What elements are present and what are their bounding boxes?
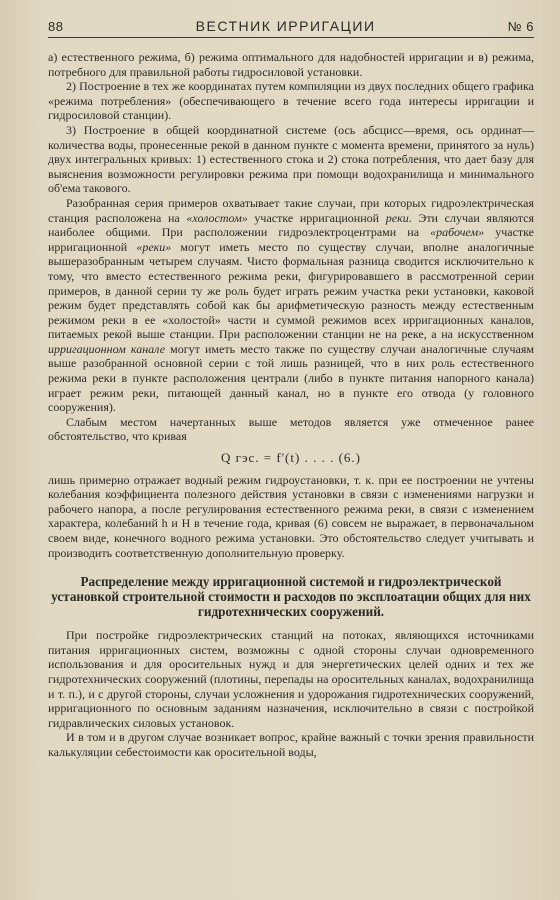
paragraph-2: 2) Построение в тех же координатах путем компиляции из двух последних общего графика «режима потребления» (обеспечивающего в течение всего года интересы ирригации и гидросиловой станции). xyxy=(48,79,534,123)
text-run: участке ирригационной xyxy=(48,225,534,254)
italic-run: ирригационном канале xyxy=(48,341,166,356)
text-run: Разобранная серия примеров охватывает такие случаи, при которых гидроэлектрическая станция расположена на xyxy=(48,195,534,225)
paragraph-4 xyxy=(48,196,534,415)
paragraph-3: 3) Построение в общей координатной системе (ось абсцисс—время, ось ординат—количества воды, пронесенные рекой в данном пункте с момента времени, принятого за нуль) двух интегральных кривых: 1) естественного стока и 2) стока потребления, что дает базу для выяснения возможности регулировки режима при помощи водохранилища и минимального об'ема такового. xyxy=(48,122,534,196)
paragraph-7: При постройке гидроэлектрических станций на потоках, являющихся источниками питания ирригационных систем, возможны с одной стороны случаи одновременного использования и для оросительных нужд и для энергетических целей одних и тех же гидротехнических сооружений (плотины, перепады на оросительных каналах, водохранилища и т. п.), и с другой стороны, случаи усложнения и удорожания гидротехнических сооружений, ирригационного по основным заданиям назначения, исключительно в связи с постройкой гидравлических силовых установок. xyxy=(48,628,534,730)
article-body xyxy=(48,50,534,760)
italic-run: «реки» xyxy=(136,239,172,254)
issue-number: № 6 xyxy=(507,19,534,34)
paragraph-8: И в том и в другом случае возникает вопрос, крайне важный с точки зрения правильности калькуляции себестоимости как оросительной воды, xyxy=(48,730,534,759)
text-run: . Эти случаи являются наиболее общими. При расположении гидроэлектроцентрами на xyxy=(48,210,535,240)
paragraph-6: лишь примерно отражает водный режим гидроустановки, т. к. при ее построении не учтены колебания коэффициента полезного действия установки в связи с изменениями нагрузки и рабочего напора, а после регулирования естественного режима реки, в связи с изменением характера, колебаний h и H в течение года, кривая (6) совсем не выражает, в первоначальном своем виде, конечного водного режима установки. Это обстоятельство следует учитывать и производить соответственную дополнительную проверку. xyxy=(48,472,534,560)
italic-run: «холостом» xyxy=(186,210,248,225)
journal-title: ВЕСТНИК ИРРИГАЦИИ xyxy=(195,18,376,34)
section-heading: Распределение между ирригационной системой и гидроэлектрической установкой строительной стоимости и расходов по эксплоатации общих для них гидротехнических сооружений. xyxy=(51,574,531,620)
paragraph-5: Слабым местом начертанных выше методов является уже отмеченное ранее обстоятельство, что кривая xyxy=(48,414,534,444)
text-run: могут иметь место по существу случаи, вполне аналогичные вышеразобранным четырем случаям. Чисто формальная разница сводится исключительно к тому, что вместо естественного режима реки, фигурировавшего в рассмотренной серии примеров, в данной серии ту же роль будет играть режим участка реки установки, каковой режим будет представлять собой как бы арифметическую разность между естественным режимом реки в ее «холостой» части и суммой режимов всех ирригационных каналов, питаемых рекой выше станции. При расположении станции не на реке, а на искусственном xyxy=(48,239,534,342)
paragraph-1: а) естественного режима, б) режима оптимального для надобностей ирригации и в) режима, потребного для правильной работы гидросиловой установки. xyxy=(48,50,534,79)
italic-run: «рабочем» xyxy=(430,225,485,240)
text-run: участке ирригационной xyxy=(247,210,386,225)
formula: Q гэс. = f'(t) . . . . (6.) xyxy=(220,450,361,466)
page-header xyxy=(48,18,534,38)
italic-run: реки xyxy=(385,210,409,225)
page-number: 88 xyxy=(48,19,64,34)
text-run: могут иметь место также по существу случаи аналогичные случаям выше разобранной основной серии с той лишь разницей, что в них роль естественного режима реки в пункте расположения централи (либо в пункте питания напорного канала) играет режим реки, питающей данный канал, но в пункте его отвода (у головного сооружения). xyxy=(48,341,534,415)
